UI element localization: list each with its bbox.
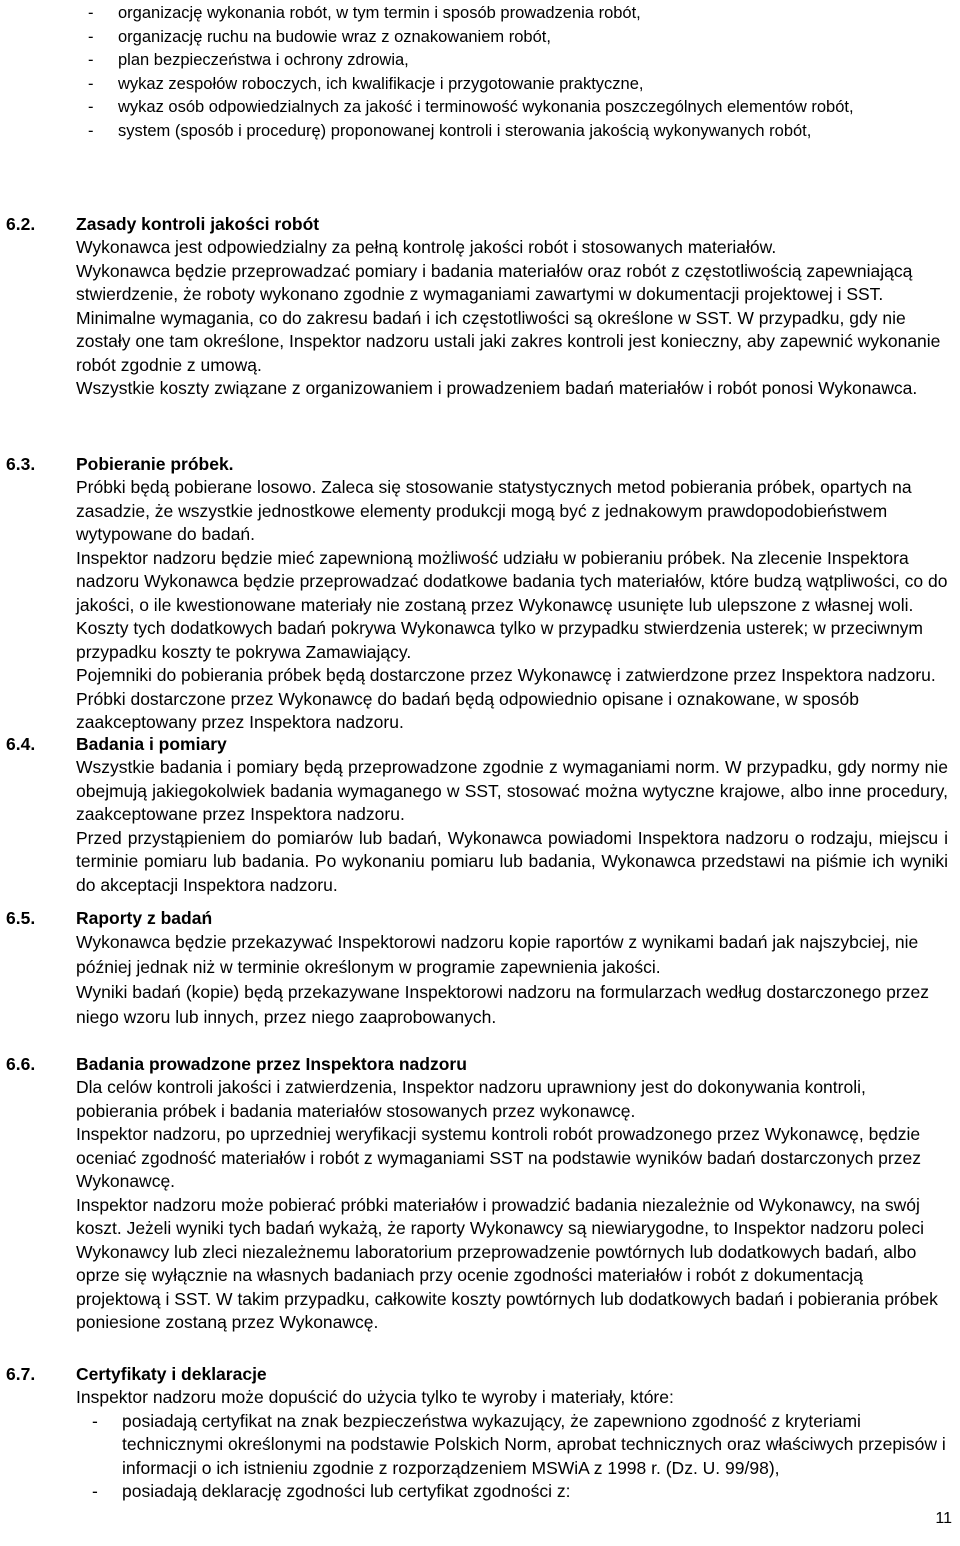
section-heading bbox=[6, 906, 950, 930]
paragraph: Pojemniki do pobierania próbek będą dostarczone przez Wykonawcę i zatwierdzone przez Inspektora nadzoru. Próbki dostarczone przez Wykonawcę do badań będą odpowiednio opisane i oznakowane, w sposób zaakceptowany przez Inspektora nadzoru. bbox=[76, 665, 936, 732]
paragraph: Wszystkie badania i pomiary będą przeprowadzone zgodnie z wymaganiami norm. W przypadku, gdy normy nie obejmują jakiegokolwiek badania wymaganego w SST, stosować można wytyczne krajowe, albo inne procedury, zaakceptowane przez Inspektora nadzoru. bbox=[76, 757, 948, 824]
section-number: 6.7. bbox=[6, 1364, 36, 1384]
section-number: 6.4. bbox=[6, 734, 36, 754]
section-6-3 bbox=[6, 452, 950, 735]
section-heading bbox=[6, 1362, 950, 1386]
section-title: Badania i pomiary bbox=[76, 734, 227, 754]
list-item: - organizację ruchu na budowie wraz z oznakowaniem robót, bbox=[88, 26, 948, 50]
paragraph: Próbki będą pobierane losowo. Zaleca się stosowanie statystycznych metod pobierania próbek, opartych na zasadzie, że wszystkie jednostkowe elementy produkcji mogą być z jednakowym prawdopodobieństwem wytypowane do badań. bbox=[76, 477, 912, 544]
section-heading bbox=[6, 732, 950, 756]
section-number: 6.2. bbox=[6, 214, 36, 234]
section-body bbox=[76, 476, 948, 735]
section-title: Raporty z badań bbox=[76, 908, 213, 928]
paragraph: Inspektor nadzoru będzie mieć zapewnioną możliwość udziału w pobieraniu próbek. Na zlecenie Inspektora nadzoru Wykonawca będzie przeprowadzać dodatkowe badania tych materiałów, które budzą wątpliwości, co do jakości, o ile kwestionowane materiały nie zostaną przez Wykonawcę usunięte lub ulepszone z własnej woli. Koszty tych dodatkowych badań pokrywa Wykonawca tylko w przypadku stwierdzenia usterek; w przeciwnym przypadku koszty te pokrywa Zamawiający. bbox=[76, 547, 948, 662]
list-item: - organizację wykonania robót, w tym termin i sposób prowadzenia robót, bbox=[88, 2, 948, 26]
bullet-dash: - bbox=[88, 51, 94, 69]
section-body bbox=[76, 1076, 948, 1335]
section-heading bbox=[6, 212, 950, 236]
section-title: Zasady kontroli jakości robót bbox=[76, 214, 320, 234]
section-6-6 bbox=[6, 1052, 950, 1335]
section-title: Certyfikaty i deklaracje bbox=[76, 1364, 267, 1384]
paragraph: Wykonawca będzie przekazywać Inspektorowi nadzoru kopie raportów z wynikami badań jak najszybciej, nie później jednak niż w terminie określonym w programie zapewnienia jakości. bbox=[76, 932, 919, 977]
bullet-dash: - bbox=[92, 1410, 98, 1431]
paragraph: Wszystkie koszty związane z organizowaniem i prowadzeniem badań materiałów i robót ponosi Wykonawca. bbox=[76, 378, 918, 398]
list-item: - posiadają certyfikat na znak bezpieczeństwa wykazujący, że zapewniono zgodność z kryteriami technicznymi określonymi na podstawie Polskich Norm, aprobat technicznych oraz właściwych przepisów i informacji o ich istnieniu zgodnie z rozporządzeniem MSWiA z 1998 r. (Dz. U. 99/98), bbox=[92, 1410, 946, 1478]
paragraph: Inspektor nadzoru, po uprzedniej weryfikacji systemu kontroli robót prowadzonego przez Wykonawcę, będzie oceniać zgodność materiałów i robót z wymaganiami SST na podstawie wyników badań dostarczonych przez Wykonawcę. bbox=[76, 1124, 921, 1191]
section-title: Pobieranie próbek. bbox=[76, 454, 234, 474]
bullet-dash: - bbox=[88, 4, 94, 22]
section-6-5 bbox=[6, 906, 950, 1030]
page-number: 11 bbox=[935, 1510, 952, 1527]
section-body bbox=[76, 1386, 948, 1504]
paragraph: Minimalne wymagania, co do zakresu badań i ich częstotliwości są określone w SST. W przypadku, gdy nie zostały one tam określone, Inspektor nadzoru ustali jaki zakres kontroli jest konieczny, aby zapewnić wykonanie robót zgodnie z umową. bbox=[76, 307, 941, 375]
paragraph: Wyniki badań (kopie) będą przekazywane Inspektorowi nadzoru na formularzach według dostarczonego przez niego wzoru lub innych, przez niego zaaprobowanych. bbox=[76, 982, 929, 1027]
bullet-dash: - bbox=[88, 121, 94, 140]
list-item: - wykaz osób odpowiedzialnych za jakość i terminowość wykonania poszczególnych elementów robót, bbox=[88, 96, 948, 120]
section-6-2 bbox=[6, 212, 950, 401]
top-bullet-list bbox=[88, 2, 948, 143]
paragraph: Przed przystąpieniem do pomiarów lub badań, Wykonawca powiadomi Inspektora nadzoru o rodzaju, miejscu i terminie pomiaru lub badania. Po wykonaniu pomiaru lub badania, Wykonawca przedstawi na piśmie ich wyniki do akceptacji Inspektora nadzoru. bbox=[76, 827, 948, 895]
section-heading bbox=[6, 452, 950, 476]
section-number: 6.6. bbox=[6, 1054, 36, 1074]
bullet-dash: - bbox=[88, 98, 94, 116]
section-title: Badania prowadzone przez Inspektora nadzoru bbox=[76, 1054, 467, 1074]
section-heading bbox=[6, 1052, 950, 1076]
section-6-7 bbox=[6, 1362, 950, 1504]
section-body bbox=[76, 236, 948, 401]
section-number: 6.5. bbox=[6, 908, 36, 928]
list-item: - wykaz zespołów roboczych, ich kwalifikacje i przygotowanie praktyczne, bbox=[88, 73, 948, 97]
paragraph: Wykonawca jest odpowiedzialny za pełną kontrolę jakości robót i stosowanych materiałów. bbox=[76, 237, 777, 257]
section-6-4 bbox=[6, 732, 950, 897]
paragraph: Inspektor nadzoru może pobierać próbki materiałów i prowadzić badania niezależnie od Wykonawcy, na swój koszt. Jeżeli wyniki tych badań wykażą, że raporty Wykonawcy są niewiarygodne, to Inspektor nadzoru poleci Wykonawcy lub zleci niezależnemu laboratorium przeprowadzenie powtórnych lub dodatkowych badań, albo oprze się wyłącznie na własnych badaniach przy ocenie zgodności materiałów i robót z dokumentacją projektową i SST. W takim przypadku, całkowite koszty powtórnych lub dodatkowych badań i pobierania próbek poniesione zostaną przez Wykonawcę. bbox=[76, 1194, 938, 1332]
paragraph: Wykonawca będzie przeprowadzać pomiary i badania materiałów oraz robót z częstotliwością zapewniającą stwierdzenie, że roboty wykonano zgodnie z wymaganiami zawartymi w dokumentacji projektowej i SST. bbox=[76, 260, 913, 304]
list-item: - plan bezpieczeństwa i ochrony zdrowia, bbox=[88, 49, 948, 73]
section-body bbox=[76, 930, 948, 1030]
paragraph: Inspektor nadzoru może dopuścić do użycia tylko te wyroby i materiały, które: bbox=[76, 1387, 674, 1407]
section-body bbox=[76, 756, 948, 897]
bullet-dash: - bbox=[92, 1481, 98, 1501]
bullet-dash: - bbox=[88, 27, 94, 46]
list-item: - posiadają deklarację zgodności lub certyfikat zgodności z: bbox=[76, 1480, 948, 1504]
paragraph: Dla celów kontroli jakości i zatwierdzenia, Inspektor nadzoru uprawniony jest do dokonywania kontroli, pobierania próbek i badania materiałów stosowanych przez wykonawcę. bbox=[76, 1077, 866, 1121]
requirement-list bbox=[76, 1410, 948, 1504]
list-item: - system (sposób i procedurę) proponowanej kontroli i sterowania jakością wykonywanych robót, bbox=[88, 120, 948, 144]
bullet-dash: - bbox=[88, 74, 94, 93]
section-number: 6.3. bbox=[6, 454, 36, 474]
